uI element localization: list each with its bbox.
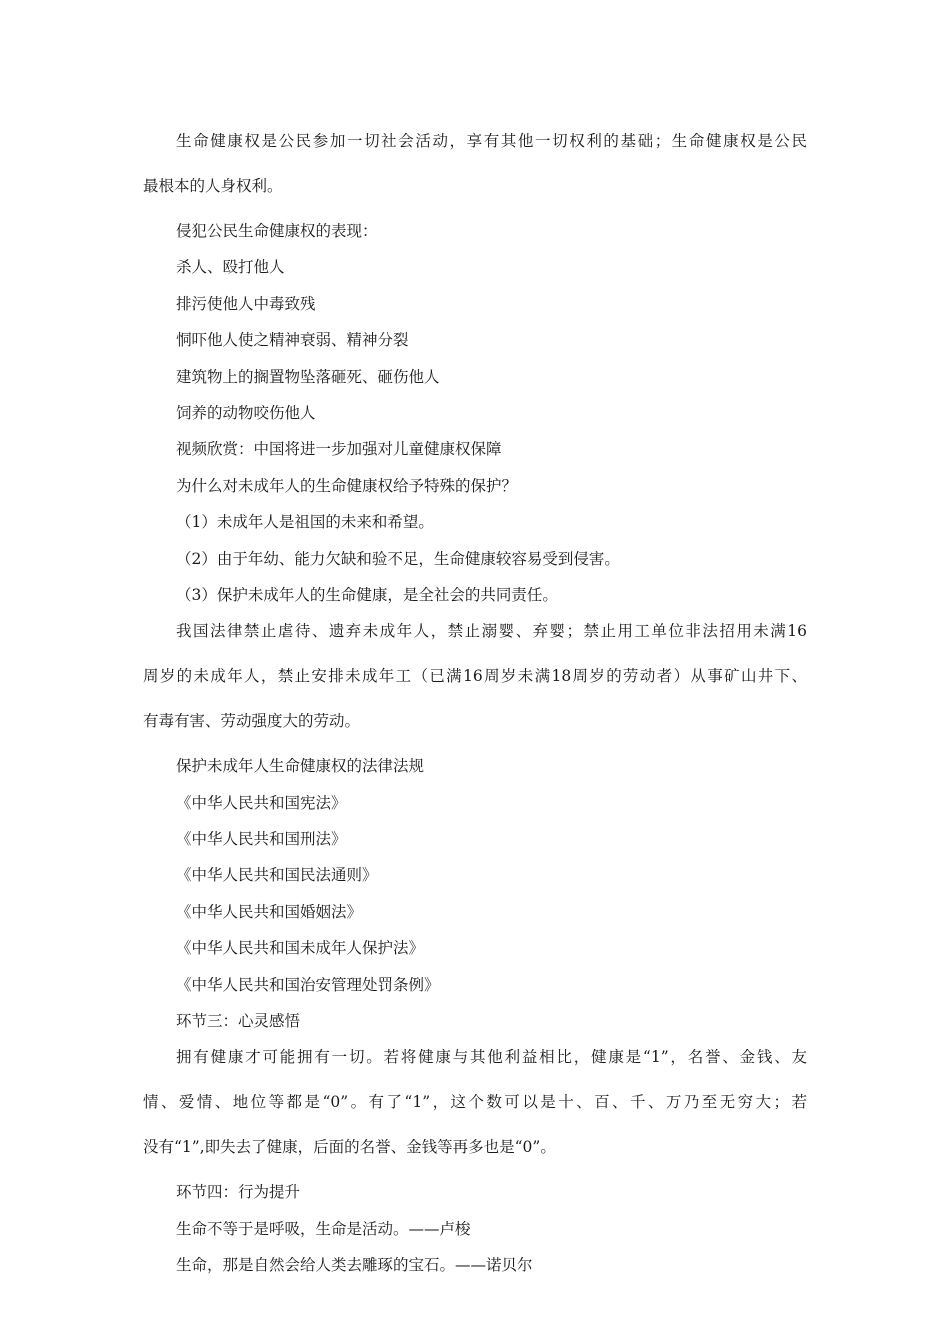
paragraph-line: 生命健康权是公民参加一切社会活动，享有其他一切权利的基础；生命健康权是公民 <box>176 132 807 150</box>
list-item: 《中华人民共和国婚姻法》 <box>176 902 363 921</box>
list-item: 饲养的动物咬伤他人 <box>176 403 316 422</box>
paragraph-line: 视频欣赏：中国将进一步加强对儿童健康权保障 <box>176 440 502 459</box>
document-body <box>143 123 807 1284</box>
paragraph-line: 最根本的人身权利。 <box>143 177 283 195</box>
section-heading: 侵犯公民生命健康权的表现： <box>176 222 378 240</box>
list-item: 《中华人民共和国刑法》 <box>176 830 347 849</box>
list-item: （3）保护未成年人的生命健康，是全社会的共同责任。 <box>176 585 558 604</box>
paragraph-line: 没有“1”,即失去了健康，后面的名誉、金钱等再多也是“0”。 <box>143 1138 556 1157</box>
list-item: （1）未成年人是祖国的未来和希望。 <box>176 513 434 532</box>
paragraph-line: 周岁的未成年人，禁止安排未成年工（已满16周岁未满18周岁的劳动者）从事矿山井下、 <box>143 667 807 686</box>
question-line: 为什么对未成年人的生命健康权给予特殊的保护？ <box>176 476 518 495</box>
list-item: 《中华人民共和国未成年人保护法》 <box>176 939 425 958</box>
paragraph-line: 拥有健康才可能拥有一切。若将健康与其他利益相比，健康是“1”，名誉、金钱、友 <box>176 1048 807 1067</box>
paragraph-line: 我国法律禁止虐待、遗弃未成年人，禁止溺婴、弃婴；禁止用工单位非法招用未满16 <box>176 622 807 641</box>
paragraph-line: 情、爱情、地位等都是“0”。有了“1”，这个数可以是十、百、千、万乃至无穷大；若 <box>143 1093 807 1112</box>
list-item: 《中华人民共和国宪法》 <box>176 793 347 812</box>
list-item: 杀人、殴打他人 <box>176 258 285 277</box>
quote-line: 生命不等于是呼吸，生命是活动。——卢梭 <box>176 1219 471 1238</box>
paragraph-line: 有毒有害、劳动强度大的劳动。 <box>143 712 361 731</box>
list-item: 《中华人民共和国治安管理处罚条例》 <box>176 975 440 994</box>
section-heading: 环节四：行为提升 <box>176 1183 301 1202</box>
list-item: 恫吓他人使之精神衰弱、精神分裂 <box>176 331 409 350</box>
list-item: 建筑物上的搁置物坠落砸死、砸伤他人 <box>176 367 440 386</box>
list-item: （2）由于年幼、能力欠缺和验不足，生命健康较容易受到侵害。 <box>176 549 620 568</box>
list-item: 排污使他人中毒致残 <box>176 294 316 313</box>
section-heading: 环节三：心灵感悟 <box>176 1012 301 1031</box>
quote-line: 生命，那是自然会给人类去雕琢的宝石。——诺贝尔 <box>176 1256 533 1275</box>
list-item: 《中华人民共和国民法通则》 <box>176 866 378 885</box>
section-heading: 保护未成年人生命健康权的法律法规 <box>176 757 425 776</box>
